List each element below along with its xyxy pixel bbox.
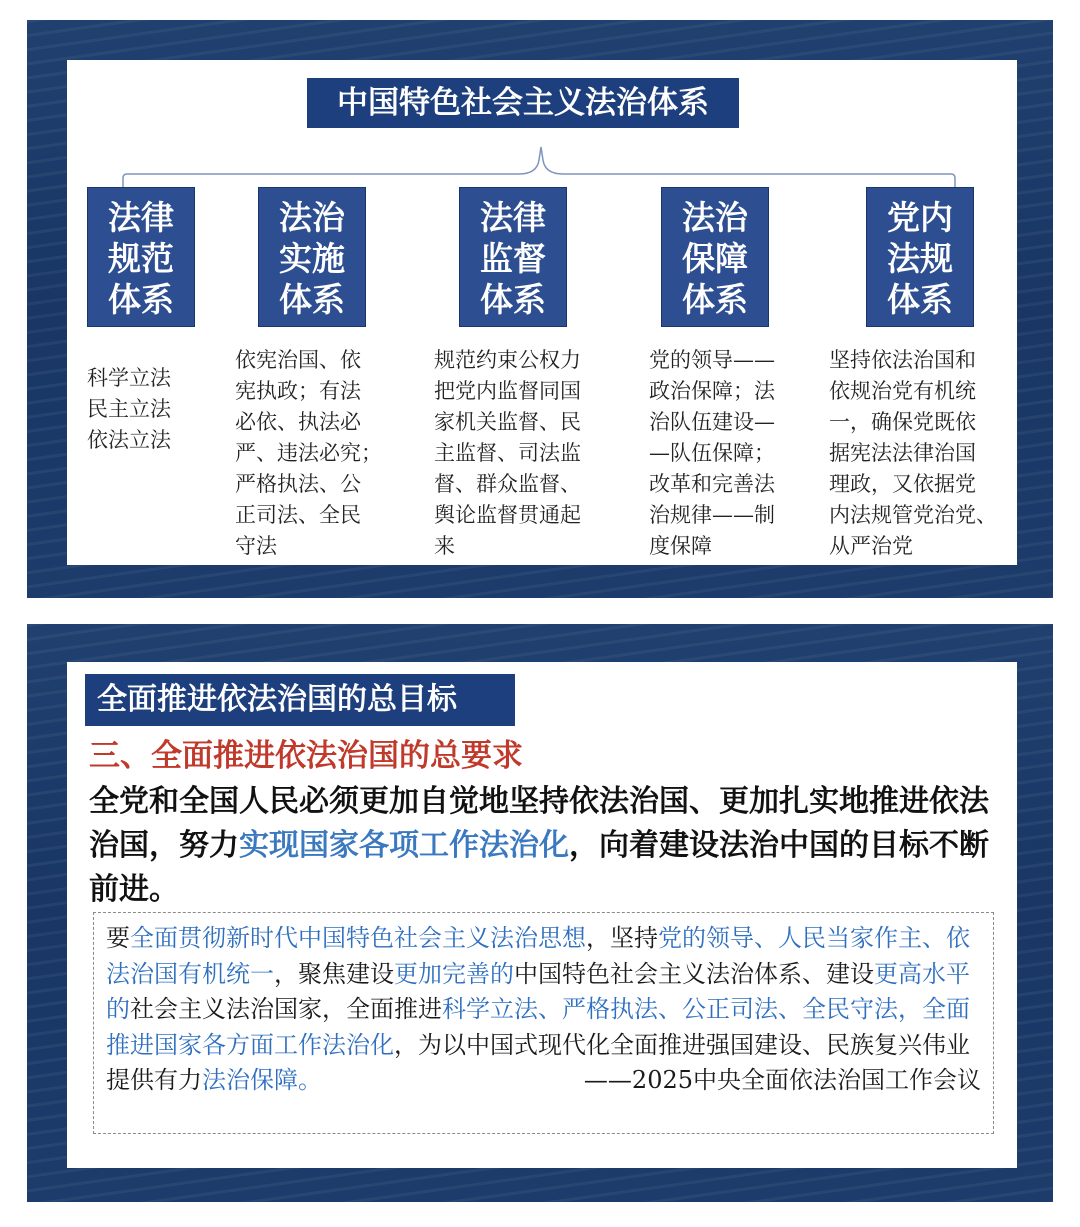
quote-segment: ，聚焦建设	[274, 959, 394, 988]
pillar-party-regulations: 党内 法规 体系	[866, 187, 974, 327]
main-title: 中国特色社会主义法治体系	[307, 78, 739, 128]
content-panel	[67, 60, 1017, 565]
quote-segment: ，为以中国式现代化全面推进强国建设、民族复兴伟业提供有力	[106, 1030, 970, 1094]
body-highlight: 实现国家各项工作法治化	[239, 828, 569, 863]
requirement-body	[89, 780, 999, 912]
quote-highlight: 科学立法、严格执法、公正司法、全民守法，全面推进国家各方面工作法治化	[106, 995, 970, 1059]
pillar-legal-norms: 法律 规范 体系	[87, 187, 195, 327]
quote-highlight: 更高水平的	[106, 959, 970, 1023]
desc-rule-of-law-implementation: 依宪治国、依 宪执政；有法 必依、执法必 严、违法必究； 严格执法、公 正司法、全民 守法	[235, 348, 382, 558]
quote-box	[93, 912, 994, 1134]
quote-segment: 中国特色社会主义法治体系、建设	[514, 959, 874, 988]
pillar-legal-supervision: 法律 监督 体系	[459, 187, 567, 327]
body-text: 全党和全国人民必须更加自觉地坚持依法治国、更加扎实地推进依法治国，努力	[89, 784, 989, 863]
slide-rule-of-law-system	[27, 20, 1053, 598]
bracket-connector	[67, 60, 1017, 190]
pillar-rule-of-law-implementation: 法治 实施 体系	[258, 187, 366, 327]
quote-highlight: 全面贯彻新时代中国特色社会主义法治思想	[130, 924, 586, 952]
requirement-heading: 三、全面推进依法治国的总要求	[89, 738, 523, 774]
desc-party-regulations: 坚持依法治国和 依规治党有机统 一，确保党既依 据宪法法律治国 理政，又依据党 内法规管党治党、 从严治党	[829, 348, 997, 558]
pillar-rule-of-law-guarantee: 法治 保障 体系	[661, 187, 769, 327]
desc-legal-supervision: 规范约束公权力 把党内监督同国 家机关监督、民 主监督、司法监 督、群众监督、 舆论监督贯通起 来	[434, 348, 581, 558]
desc-legal-norms: 科学立法 民主立法 依法立法	[87, 366, 171, 452]
goal-title: 全面推进依法治国的总目标	[85, 674, 515, 726]
body-text: ，向着建设法治中国的目标不断前进。	[89, 828, 989, 907]
quote-highlight: 党的领导、人民当家作主、依法治国有机统一	[106, 924, 970, 988]
quote-highlight: 法治保障。	[202, 1066, 322, 1094]
slide-overall-goal	[27, 624, 1053, 1202]
quote-segment: 要	[106, 924, 130, 952]
content-panel	[67, 662, 1017, 1168]
desc-rule-of-law-guarantee: 党的领导—— 政治保障；法 治队伍建设— —队伍保障； 改革和完善法 治规律——制 度保障	[649, 348, 775, 558]
quote-segment: ，坚持	[586, 924, 658, 952]
quote-segment: 社会主义法治国家，全面推进	[130, 995, 442, 1023]
quote-highlight: 更加完善的	[394, 959, 514, 988]
quote-source: ——2025中央全面依法治国工作会议	[583, 1066, 981, 1094]
